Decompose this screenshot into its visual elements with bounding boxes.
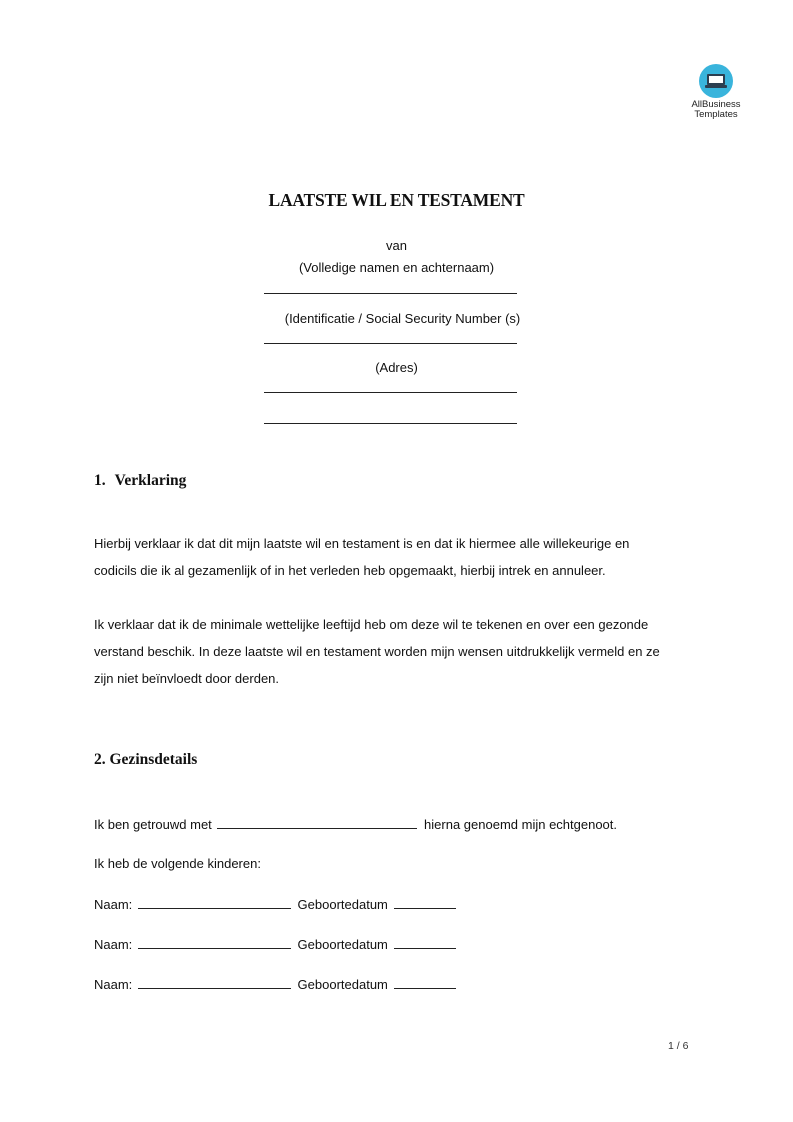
- spouse-suffix: hierna genoemd mijn echtgenoot.: [424, 817, 618, 832]
- paragraph-line: zijn niet beïnvloedt door derden.: [94, 671, 280, 686]
- paragraph-line: verstand beschik. In deze laatste wil en testament worden mijn wensen uitdrukkelijk vermeld en ze: [94, 644, 660, 659]
- child-name-label: Naam:: [94, 897, 133, 912]
- paragraph-line: codicils die ik al gezamenlijk of in het verleden heb opgemaakt, hierbij intrek en annuleer.: [94, 563, 606, 578]
- paragraph-line: Ik verklaar dat ik de minimale wettelijke leeftijd heb om deze wil te tekenen en over een gezonde: [94, 617, 649, 632]
- address-label: (Adres): [375, 360, 418, 375]
- child-birth-label: Geboortedatum: [297, 897, 388, 912]
- section1-heading: [94, 472, 186, 490]
- child-name-label: Naam:: [94, 937, 133, 952]
- section1-paragraph2: [94, 611, 694, 692]
- spouse-prefix: Ik ben getrouwd met: [94, 817, 212, 832]
- van-label: van: [386, 238, 407, 253]
- child-birth-label: Geboortedatum: [297, 977, 388, 992]
- child-row: [94, 896, 459, 912]
- child-birth-field[interactable]: [394, 976, 456, 989]
- names-fill-line[interactable]: [264, 293, 517, 294]
- logo-text-line2: Templates: [694, 109, 738, 120]
- child-name-label: Naam:: [94, 977, 133, 992]
- child-birth-label: Geboortedatum: [297, 937, 388, 952]
- child-name-field[interactable]: [138, 896, 291, 909]
- spouse-row: [94, 816, 617, 832]
- paragraph-line: Hierbij verklaar ik dat dit mijn laatste wil en testament is en dat ik hiermee alle willekeurige en: [94, 536, 630, 551]
- logo-text-line1: AllBusiness: [691, 99, 741, 110]
- id-label: (Identificatie / Social Security Number (s): [284, 311, 521, 326]
- section1-title: Verklaring: [114, 472, 187, 489]
- child-birth-field[interactable]: [394, 936, 456, 949]
- page-number: 1 / 6: [668, 1040, 689, 1052]
- names-label: (Volledige namen en achternaam): [298, 260, 495, 275]
- child-row: [94, 936, 459, 952]
- address-fill-line-1[interactable]: [264, 392, 517, 393]
- section1-number: 1.: [94, 472, 106, 489]
- allbusiness-templates-logo: [686, 64, 746, 120]
- section1-paragraph1: [94, 530, 694, 584]
- child-row: [94, 976, 459, 992]
- section2-heading: 2. Gezinsdetails: [94, 751, 198, 768]
- spouse-name-field[interactable]: [217, 816, 417, 829]
- id-fill-line[interactable]: [264, 343, 517, 344]
- child-name-field[interactable]: [138, 976, 291, 989]
- children-intro: Ik heb de volgende kinderen:: [94, 856, 261, 871]
- laptop-icon: [699, 64, 733, 98]
- address-fill-line-2[interactable]: [264, 423, 517, 424]
- document-title: LAATSTE WIL EN TESTAMENT: [268, 190, 525, 210]
- child-name-field[interactable]: [138, 936, 291, 949]
- child-birth-field[interactable]: [394, 896, 456, 909]
